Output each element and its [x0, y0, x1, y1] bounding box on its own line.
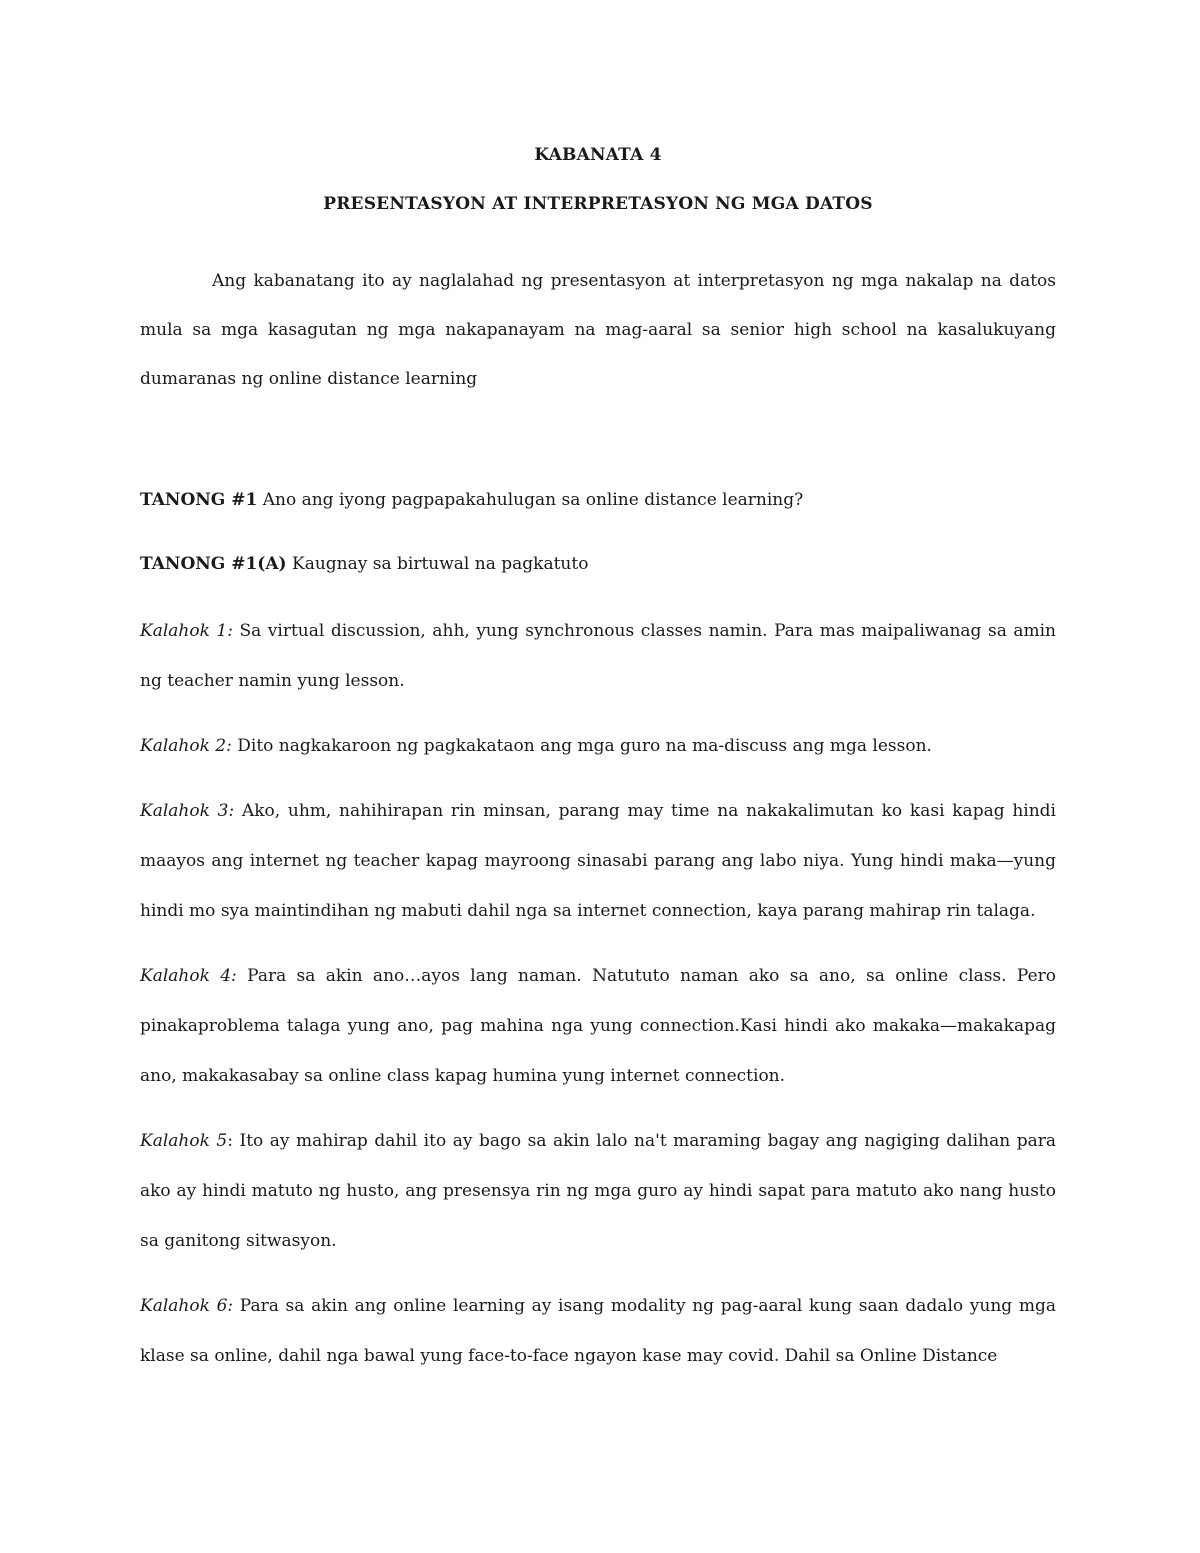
response-text: Para sa akin ang online learning ay isang modality ng pag-aaral kung saan dadalo yung mga klase sa online, dahil nga bawal yung face-to-face ngayon kase may covid. Dahil sa Online Distance: [140, 1296, 1056, 1366]
question-1a-label: TANONG #1(A): [140, 554, 287, 574]
question-1: [140, 487, 1056, 513]
response-kalahok-2: [140, 721, 1056, 771]
response-speaker: Kalahok 5: [140, 1131, 228, 1151]
question-1-text: Ano ang iyong pagpapakahulugan sa online distance learning?: [257, 490, 804, 510]
document-page: [140, 0, 1056, 1553]
response-kalahok-1: [140, 606, 1056, 706]
chapter-heading: KABANATA 4: [534, 145, 662, 165]
response-speaker: Kalahok 6:: [140, 1296, 234, 1316]
intro-paragraph: Ang kabanatang ito ay naglalahad ng presentasyon at interpretasyon ng mga nakalap na datos mula sa mga kasagutan ng mga nakapanayam na mag-aaral sa senior high school na kasalukuyang dumaranas ng online distance learning: [140, 271, 1056, 389]
response-text: Dito nagkakaroon ng pagkakataon ang mga guro na ma-discuss ang mga lesson.: [231, 736, 932, 756]
response-speaker: Kalahok 2:: [140, 736, 232, 756]
response-speaker: Kalahok 3:: [140, 801, 235, 821]
response-text: : Ito ay mahirap dahil ito ay bago sa akin lalo na't maraming bagay ang nagiging dalihan para ako ay hindi matuto ng husto, ang presensya rin ng mga guro ay hindi sapat para matuto ako nang husto sa ganitong sitwasyon.: [140, 1131, 1056, 1251]
response-speaker: Kalahok 4:: [140, 966, 237, 986]
question-1-label: TANONG #1: [140, 490, 258, 510]
response-kalahok-4: [140, 951, 1056, 1101]
question-1a: [140, 551, 1056, 577]
response-text: Sa virtual discussion, ahh, yung synchronous classes namin. Para mas maipaliwanag sa amin ng teacher namin yung lesson.: [140, 621, 1056, 691]
question-1a-text: Kaugnay sa birtuwal na pagkatuto: [286, 554, 589, 574]
response-kalahok-3: [140, 786, 1056, 936]
responses-list: [140, 606, 1056, 1396]
response-speaker: Kalahok 1:: [140, 621, 233, 641]
chapter-title: PRESENTASYON AT INTERPRETASYON NG MGA DATOS: [323, 194, 873, 214]
response-kalahok-6: [140, 1281, 1056, 1381]
response-text: Ako, uhm, nahihirapan rin minsan, parang may time na nakakalimutan ko kasi kapag hindi maayos ang internet ng teacher kapag mayroong sinasabi parang ang labo niya. Yung hindi maka—yung hindi mo sya maintindihan ng mabuti dahil nga sa internet connection, kaya parang mahirap rin talaga.: [140, 801, 1056, 921]
response-text: Para sa akin ano…ayos lang naman. Natututo naman ako sa ano, sa online class. Pero pinakaproblema talaga yung ano, pag mahina nga yung connection.Kasi hindi ako makaka—makakapag ano, makakasabay sa online class kapag humina yung internet connection.: [140, 966, 1057, 1086]
response-kalahok-5: [140, 1116, 1056, 1266]
